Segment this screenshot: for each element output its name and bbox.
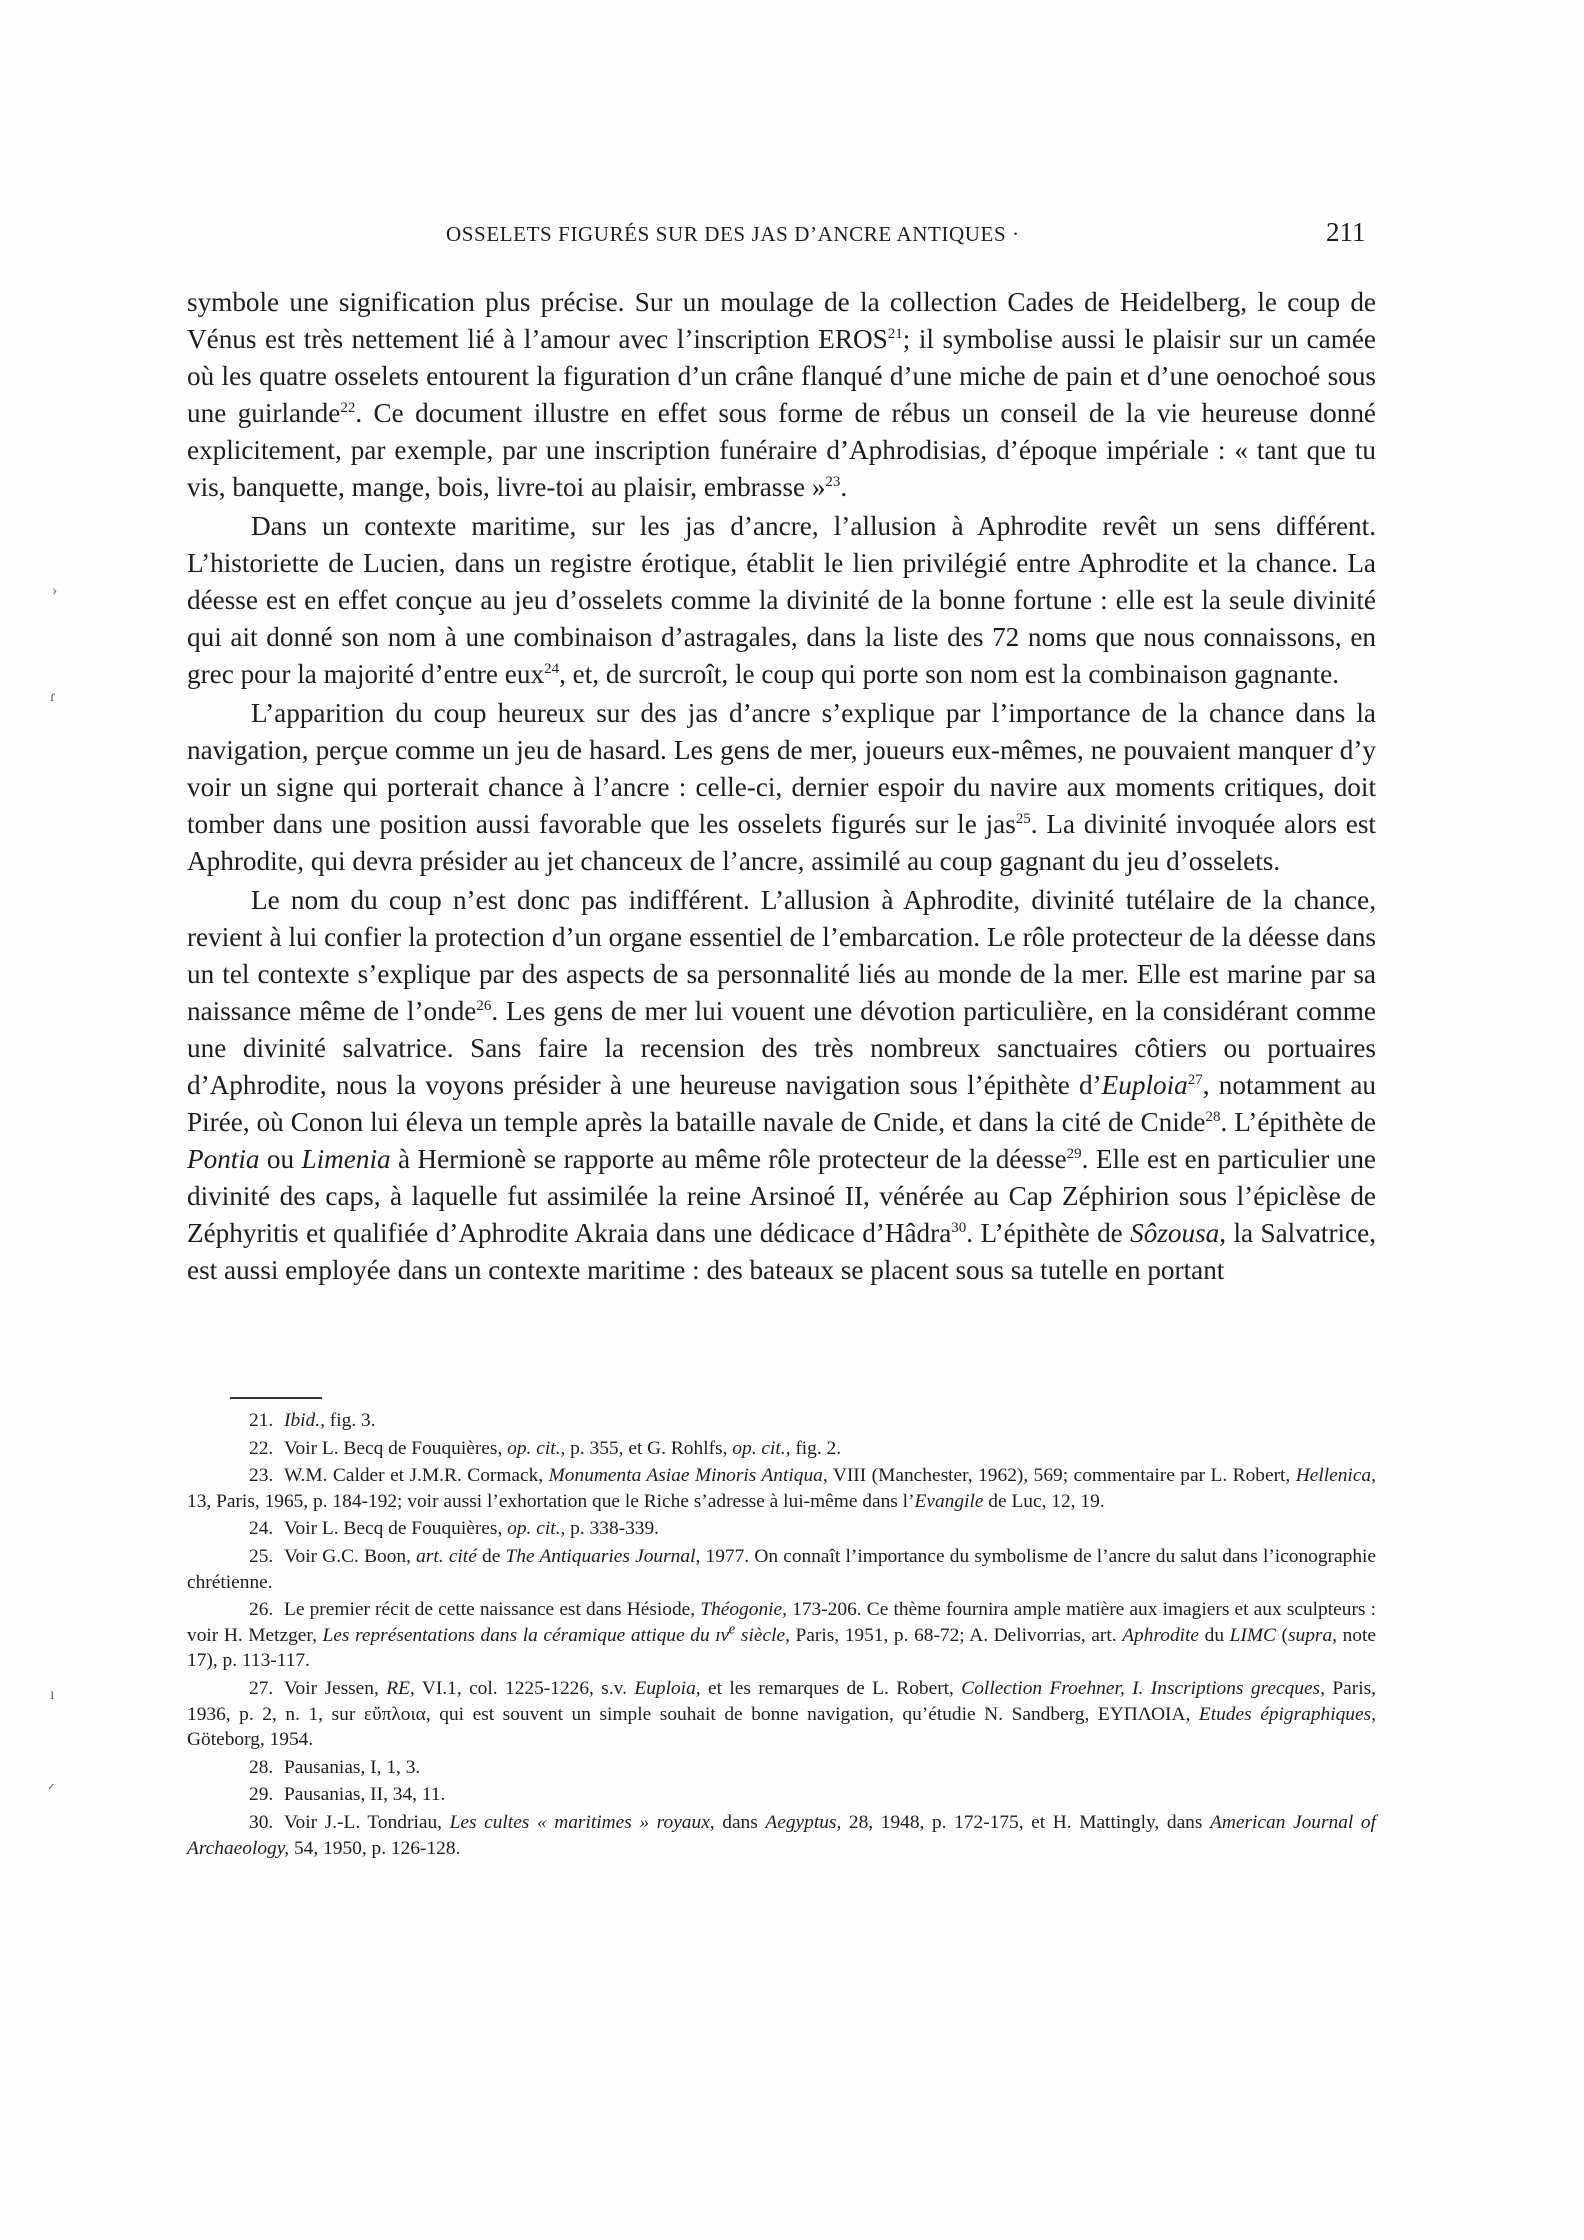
- footnote-ref[interactable]: 27: [1187, 1071, 1203, 1088]
- italic-term: Pontia: [187, 1144, 260, 1174]
- fn-text: 28, 1948, p. 172-175, et H. Mattingly, dans: [841, 1811, 1211, 1833]
- fn-text: 1977. On connaît l’importance du symbolisme de l’ancre du salut dans l’iconographie chrétienne.: [187, 1545, 1377, 1593]
- fn-text: Voir J.-L. Tondriau,: [284, 1811, 450, 1833]
- fn-text: Pausanias, I, 1, 3.: [284, 1756, 421, 1778]
- fn-italic: Collection Froehner, I. Inscriptions grecques,: [961, 1677, 1325, 1699]
- text-run: ; il symbolise aussi le plaisir sur un camée où les quatre osselets entourent la figuration d’un crâne flanqué d’une miche de pain et d’une oenochoé sous une guirlande: [187, 324, 1376, 428]
- fn-italic: supra,: [1287, 1624, 1338, 1646]
- footnote-29: [187, 1782, 1376, 1808]
- header-separator: ·: [1012, 222, 1020, 246]
- footnote-number: 22.: [249, 1437, 274, 1459]
- fn-italic: op. cit.,: [507, 1518, 566, 1540]
- text-run: . L’épithète de: [1220, 1107, 1376, 1137]
- footnote-ref[interactable]: 29: [1066, 1145, 1082, 1162]
- paragraph: [187, 508, 1376, 693]
- fn-text: de Luc, 12, 19.: [983, 1490, 1105, 1512]
- footnote-number: 27.: [249, 1677, 274, 1699]
- text-run: la Salvatrice, est aussi employée dans un contexte maritime : des bateaux se placent sous sa tutelle en portant: [187, 1218, 1376, 1285]
- footnote-separator: [230, 1397, 322, 1399]
- fn-text: p. 355, et G. Rohlfs,: [565, 1437, 733, 1459]
- footnote-number: 21.: [249, 1410, 274, 1431]
- footnote-21: [187, 1408, 1376, 1434]
- margin-mark: ᐟ: [48, 1782, 55, 1799]
- fn-text: Pausanias, II, 34, 11.: [284, 1784, 446, 1806]
- page-number: 211: [1326, 217, 1366, 247]
- fn-italic: Ibid.,: [284, 1410, 325, 1431]
- fn-italic: Les cultes « maritimes » royaux,: [449, 1811, 715, 1833]
- footnote-26: [187, 1597, 1376, 1674]
- footnote-number: 29.: [249, 1784, 274, 1806]
- fn-italic: Euploia,: [634, 1677, 701, 1699]
- footnote-ref[interactable]: 26: [476, 997, 492, 1014]
- footnote-ref[interactable]: 21: [887, 325, 903, 342]
- fn-text: et les remarques de L. Robert,: [700, 1677, 962, 1699]
- fn-italic: Monumenta Asiae Minoris Antiqua,: [548, 1465, 828, 1487]
- text-run: . Elle est en particulier une divinité des caps, à laquelle fut assimilée la reine Arsinoé II, vénérée au Cap Zéphirion sous l’épiclèse de Zéphyritis et qualifiée d’Aphrodite Akraia dans une dédicace d’Hâdra: [187, 1144, 1377, 1248]
- fn-text: fig. 2.: [790, 1437, 842, 1459]
- fn-text: W.M. Calder et J.M.R. Cormack,: [284, 1465, 549, 1487]
- fn-text: siècle,: [735, 1624, 790, 1646]
- fn-italic: RE,: [386, 1677, 415, 1699]
- fn-italic: Théogonie,: [700, 1599, 787, 1621]
- footnote-ref[interactable]: 28: [1205, 1108, 1221, 1125]
- paragraph: [187, 284, 1376, 506]
- fn-text: Voir L. Becq de Fouquières,: [284, 1518, 508, 1540]
- text-run: , et, de surcroît, le coup qui porte son nom est la combinaison gagnante.: [559, 659, 1340, 689]
- footnote-number: 26.: [249, 1599, 274, 1621]
- italic-term: Sôzousa,: [1130, 1218, 1227, 1248]
- text-run: ou: [259, 1144, 302, 1174]
- footnote-ref[interactable]: 25: [1015, 810, 1031, 827]
- fn-text: Paris, 1936, p. 2, n. 1, sur εὔπλοια, qui est souvent un simple souhait de bonne navigation, qu’étudie N. Sandberg, ΕΥΠΛΟΙΑ,: [187, 1677, 1376, 1725]
- fn-text: (: [1275, 1624, 1288, 1646]
- fn-text: 54, 1950, p. 126-128.: [289, 1837, 461, 1859]
- footnote-30: [187, 1810, 1376, 1861]
- footnote-27: [187, 1676, 1376, 1753]
- fn-text: p. 338-339.: [565, 1518, 660, 1540]
- running-header-title: OSSELETS FIGURÉS SUR DES JAS D’ANCRE ANTIQUES: [446, 222, 1007, 246]
- footnote-ref[interactable]: 22: [340, 399, 356, 416]
- italic-term: Euploia: [1101, 1070, 1188, 1100]
- fn-text: fig. 3.: [324, 1410, 376, 1431]
- fn-italic: American Journal of Archaeology,: [187, 1811, 1376, 1859]
- italic-term: Limenia: [301, 1144, 391, 1174]
- text-run: , notamment au Pirée, où Conon lui éleva un temple après la bataille navale de Cnide, et dans la cité de Cnide: [187, 1070, 1376, 1137]
- text-run: . L’épithète de: [966, 1218, 1131, 1248]
- fn-text: dans: [714, 1811, 766, 1833]
- text-run: L’apparition du coup heureux sur des jas d’ancre s’explique par l’importance de la chance dans la navigation, perçue comme un jeu de hasard. Les gens de mer, joueurs eux-mêmes, ne pouvaient manquer d’y voir un signe qui porterait chance à l’ancre : celle-ci, dernier espoir du navire aux moments critiques, doit tomber dans une position aussi favorable que les osselets figurés sur le jas: [187, 698, 1376, 839]
- fn-italic: Evangile: [914, 1490, 984, 1512]
- footnote-28: [187, 1755, 1376, 1781]
- running-header: [446, 222, 1086, 247]
- fn-text: note 17), p. 113-117.: [187, 1624, 1376, 1672]
- main-text: [187, 284, 1376, 1291]
- text-run: symbole une signification plus précise. Sur un moulage de la collection Cades de Heidelberg, le coup de Vénus est très nettement lié à l’amour avec l’inscription EROS: [187, 287, 1376, 354]
- paragraph: [187, 695, 1376, 880]
- text-run: . La divinité invoquée alors est Aphrodite, qui devra présider au jet chanceux de l’ancre, assimilé au coup gagnant du jeu d’osselets.: [187, 809, 1376, 876]
- fn-text: ɪᴠ: [715, 1624, 729, 1646]
- fn-italic: LIMC: [1229, 1624, 1276, 1646]
- fn-italic: Aegyptus,: [765, 1811, 842, 1833]
- fn-text: Göteborg, 1954.: [187, 1729, 314, 1751]
- text-run: . Ce document illustre en effet sous forme de rébus un conseil de la vie heureuse donné explicitement, par exemple, par une inscription funéraire d’Aphrodisias, d’époque impériale : « tant que tu vis, banquette, mange, bois, livre-toi au plaisir, embrasse »: [187, 398, 1376, 502]
- fn-italic: [322, 1621, 790, 1646]
- text-run: . Les gens de mer lui vouent une dévotion particulière, en la considérant comme une divinité salvatrice. Sans faire la recension des très nombreux sanctuaires côtiers ou portuaires d’Aphrodite, nous la voyons présider à une heureuse navigation sous l’épithète d’: [187, 996, 1376, 1100]
- fn-text: Le premier récit de cette naissance est dans Hésiode,: [284, 1599, 701, 1621]
- fn-text: Paris, 1951, p. 68-72; A. Delivorrias, art.: [789, 1624, 1123, 1646]
- fn-text: Voir G.C. Boon,: [284, 1545, 417, 1567]
- footnote-number: 28.: [249, 1756, 274, 1778]
- footnotes: [187, 1408, 1376, 1863]
- footnote-ref[interactable]: 24: [544, 660, 560, 677]
- fn-italic: Aphrodite: [1122, 1624, 1200, 1646]
- fn-italic: op. cit.,: [507, 1437, 566, 1459]
- margin-mark: ›: [52, 582, 58, 599]
- paragraph: [187, 882, 1376, 1289]
- fn-text: 13, Paris, 1965, p. 184-192; voir aussi l’exhortation que le Riche s’adresse à lui-même dans l’: [187, 1490, 915, 1512]
- fn-text: VIII (Manchester, 1962), 569; commentaire par L. Robert,: [827, 1465, 1296, 1487]
- margin-mark: ɾ: [50, 688, 56, 705]
- footnote-number: 25.: [249, 1545, 274, 1567]
- fn-text: de: [476, 1545, 506, 1567]
- text-run: à Hermionè se rapporte au même rôle protecteur de la déesse: [390, 1144, 1067, 1174]
- footnote-24: [187, 1516, 1376, 1542]
- footnote-23: [187, 1463, 1376, 1514]
- text-run: .: [840, 472, 848, 502]
- fn-text: Voir Jessen,: [284, 1677, 387, 1699]
- fn-text: Voir L. Becq de Fouquières,: [284, 1437, 508, 1459]
- fn-italic: art. cité: [416, 1545, 477, 1567]
- fn-italic: The Antiquaries Journal,: [505, 1545, 701, 1567]
- margin-mark: ı: [50, 1686, 55, 1703]
- footnote-ref[interactable]: 30: [951, 1219, 967, 1236]
- footnote-22: [187, 1436, 1376, 1462]
- footnote-number: 24.: [249, 1518, 274, 1540]
- fn-text: Les représentations dans la céramique attique du: [322, 1624, 710, 1646]
- fn-italic: op. cit.,: [732, 1437, 791, 1459]
- footnote-number: 30.: [249, 1811, 274, 1833]
- fn-text: VI.1, col. 1225-1226, s.v.: [414, 1677, 635, 1699]
- footnote-25: [187, 1544, 1376, 1595]
- fn-italic: Hellenica,: [1295, 1465, 1376, 1487]
- fn-italic: Etudes épigraphiques,: [1198, 1703, 1377, 1725]
- fn-text: 173-206. Ce thème fournira ample matière aux imagiers et aux sculpteurs : voir H. Metzger,: [187, 1599, 1376, 1646]
- text-run: Le nom du coup n’est donc pas indifférent. L’allusion à Aphrodite, divinité tutélaire de la chance, revient à lui confier la protection d’un organe essentiel de l’embarcation. Le rôle protecteur de la déesse dans un tel contexte s’explique par des aspects de sa personnalité liés au monde de la mer. Elle est marine par sa naissance même de l’onde: [187, 885, 1376, 1026]
- footnote-number: 23.: [249, 1465, 274, 1487]
- fn-sup: e: [728, 1621, 736, 1638]
- fn-text: du: [1199, 1624, 1230, 1646]
- text-run: Dans un contexte maritime, sur les jas d’ancre, l’allusion à Aphrodite revêt un sens différent. L’historiette de Lucien, dans un registre érotique, établit le lien privilégié entre Aphrodite et la chance. La déesse est en effet conçue au jeu d’osselets comme la divinité de la bonne fortune : elle est la seule divinité qui ait donné son nom à une combinaison d’astragales, dans la liste des 72 noms que nous connaissons, en grec pour la majorité d’entre eux: [187, 511, 1376, 689]
- footnote-ref[interactable]: 23: [825, 473, 841, 490]
